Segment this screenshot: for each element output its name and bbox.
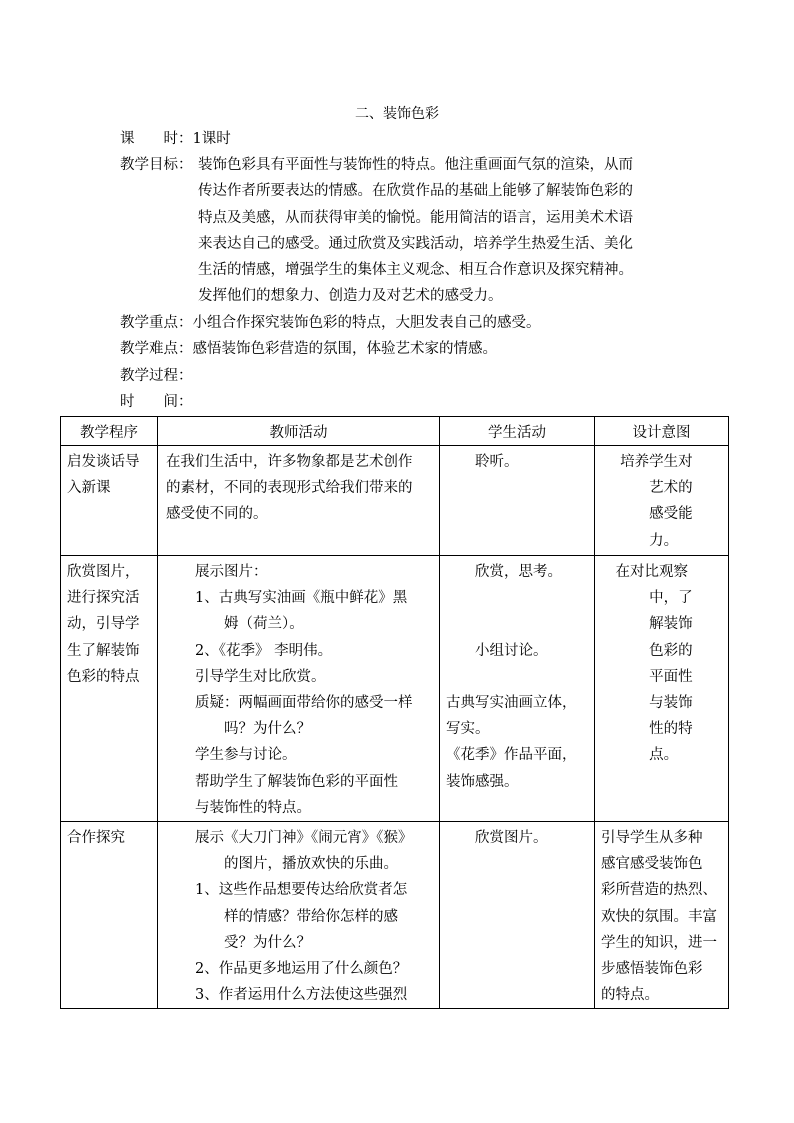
cell-line: 色彩的特点 bbox=[67, 668, 140, 685]
cell-line: 点。 bbox=[601, 747, 679, 764]
table-row bbox=[61, 822, 729, 1009]
cell-line: 学生参与讨论。 bbox=[166, 747, 297, 764]
difficulty-value: 感悟装饰色彩营造的氛围，体验艺术家的情感。 bbox=[192, 341, 497, 357]
cell-line: 感受使不同的。 bbox=[166, 506, 268, 523]
cell-intent bbox=[595, 822, 729, 1009]
cell-line: 学生的知识，进一 bbox=[601, 934, 717, 951]
cell-line: 古典写实油画立体， bbox=[446, 695, 577, 712]
cell-line: 彩所营造的热烈、 bbox=[601, 882, 717, 899]
cell-teacher bbox=[158, 556, 440, 822]
cell-line: 帮助学生了解装饰色彩的平面性 bbox=[166, 773, 398, 790]
cell-line: 姆（荷兰）。 bbox=[166, 616, 304, 633]
difficulty-label: 教学难点： bbox=[120, 341, 193, 357]
cell-line: 步感悟装饰色彩 bbox=[601, 961, 703, 978]
cell-line: 与装饰性的特点。 bbox=[166, 799, 311, 816]
cell-line: 的图片，播放欢快的乐曲。 bbox=[166, 856, 398, 873]
cell-student bbox=[440, 446, 595, 556]
cell-line: 生了解装饰 bbox=[67, 642, 140, 659]
cell-line: 中，了 bbox=[601, 590, 693, 607]
cell-line bbox=[446, 585, 594, 611]
goal-line: 发挥他们的想象力、创造力及对艺术的感受力。 bbox=[198, 288, 503, 305]
cell-line: 装饰感强。 bbox=[446, 773, 519, 790]
lesson-table bbox=[60, 416, 729, 1009]
cell-intent bbox=[595, 556, 729, 822]
cell-line: 1、古典写实油画《瓶中鲜花》黑 bbox=[166, 590, 408, 607]
header-procedure: 教学程序 bbox=[61, 417, 158, 446]
header-teacher-activity: 教师活动 bbox=[158, 417, 440, 446]
goal-line: 来表达自己的感受。通过欣赏及实践活动，培养学生热爱生活、美化 bbox=[198, 235, 633, 252]
cell-line: 2、《花季》 李明伟。 bbox=[166, 642, 333, 659]
cell-line: 写实。 bbox=[446, 721, 490, 738]
table-row bbox=[61, 446, 729, 556]
cell-line: 引导学生从多种 bbox=[601, 830, 703, 847]
cell-line: 感官感受装饰色 bbox=[601, 856, 703, 873]
key-point-value: 小组合作探究装饰色彩的特点，大胆发表自己的感受。 bbox=[192, 315, 541, 331]
cell-line: 色彩的 bbox=[601, 642, 693, 659]
cell-line: 合作探究 bbox=[67, 830, 125, 847]
cell-line: 1、这些作品想要传达给欣赏者怎 bbox=[166, 882, 408, 899]
cell-line: 2、作品更多地运用了什么颜色？ bbox=[166, 961, 408, 978]
cell-line: 欣赏图片， bbox=[67, 564, 140, 580]
cell-line: 入新课 bbox=[67, 480, 111, 497]
page-title: 二、装饰色彩 bbox=[355, 106, 439, 122]
class-hours-value: 1课时 bbox=[192, 131, 231, 147]
cell-line: 样的情感？带给你怎样的感 bbox=[166, 908, 398, 925]
cell-line: 平面性 bbox=[601, 668, 693, 685]
cell-line: 培养学生对 bbox=[601, 454, 693, 470]
cell-line: 启发谈话导 bbox=[67, 454, 140, 470]
cell-line: 动，引导学 bbox=[67, 616, 140, 633]
cell-procedure bbox=[61, 822, 158, 1009]
cell-line: 力。 bbox=[601, 532, 679, 549]
process-label: 教学过程： bbox=[120, 368, 193, 384]
cell-line bbox=[446, 611, 594, 637]
cell-procedure bbox=[61, 556, 158, 822]
cell-procedure bbox=[61, 446, 158, 556]
cell-teacher bbox=[158, 822, 440, 1009]
table-row bbox=[61, 556, 729, 822]
cell-line: 吗？为什么？ bbox=[166, 721, 311, 738]
cell-line: 小组讨论。 bbox=[446, 642, 548, 659]
cell-line: 的特点。 bbox=[601, 987, 659, 1004]
cell-line: 进行探究活 bbox=[67, 590, 140, 607]
cell-teacher bbox=[158, 446, 440, 556]
teaching-goal-label: 教学目标： bbox=[120, 157, 193, 173]
difficulty-line bbox=[120, 336, 497, 362]
goal-line: 装饰色彩具有平面性与装饰性的特点。他注重画面气氛的渲染，从而 bbox=[198, 157, 633, 173]
class-hours-line bbox=[120, 126, 231, 152]
table-header-row bbox=[61, 417, 729, 446]
cell-line: 在对比观察 bbox=[601, 564, 688, 580]
cell-line: 展示《大刀门神》《闹元宵》《猴》 bbox=[166, 830, 413, 847]
cell-line: 的素材，不同的表现形式给我们带来的 bbox=[166, 480, 413, 497]
goal-line: 生活的情感，增强学生的集体主义观念、相互合作意识及探究精神。 bbox=[198, 262, 633, 279]
cell-line: 展示图片： bbox=[166, 564, 268, 580]
cell-line: 在我们生活中，许多物象都是艺术创作 bbox=[166, 454, 413, 470]
cell-line: 《花季》作品平面， bbox=[446, 747, 577, 764]
cell-line: 聆听。 bbox=[446, 454, 519, 470]
teaching-goal-text bbox=[198, 152, 688, 310]
cell-line: 性的特 bbox=[601, 721, 693, 738]
time-label: 时 间： bbox=[120, 394, 193, 410]
cell-line: 与装饰 bbox=[601, 695, 693, 712]
goal-line: 特点及美感，从而获得审美的愉悦。能用简洁的语言，运用美术术语 bbox=[198, 209, 633, 226]
class-hours-label: 课 时： bbox=[120, 131, 193, 147]
cell-line: 质疑：两幅画面带给你的感受一样 bbox=[166, 695, 413, 712]
cell-line: 艺术的 bbox=[601, 480, 693, 497]
key-point-label: 教学重点： bbox=[120, 315, 193, 331]
header-design-intent: 设计意图 bbox=[595, 417, 729, 446]
header-student-activity: 学生活动 bbox=[440, 417, 595, 446]
cell-line: 3、作者运用什么方法使这些强烈 bbox=[166, 987, 408, 1004]
cell-line: 引导学生对比欣赏。 bbox=[166, 668, 326, 685]
cell-line: 欣赏图片。 bbox=[446, 830, 548, 847]
cell-student bbox=[440, 556, 595, 822]
cell-line: 解装饰 bbox=[601, 616, 693, 633]
cell-intent bbox=[595, 446, 729, 556]
cell-student bbox=[440, 822, 595, 1009]
cell-line: 欢快的氛围。丰富 bbox=[601, 908, 717, 925]
cell-line bbox=[446, 664, 594, 690]
key-point-line bbox=[120, 310, 541, 336]
cell-line: 感受能 bbox=[601, 506, 693, 523]
goal-line: 传达作者所要表达的情感。在欣赏作品的基础上能够了解装饰色彩的 bbox=[198, 183, 633, 200]
cell-line: 欣赏，思考。 bbox=[446, 564, 562, 580]
cell-line: 受？为什么？ bbox=[166, 934, 311, 951]
